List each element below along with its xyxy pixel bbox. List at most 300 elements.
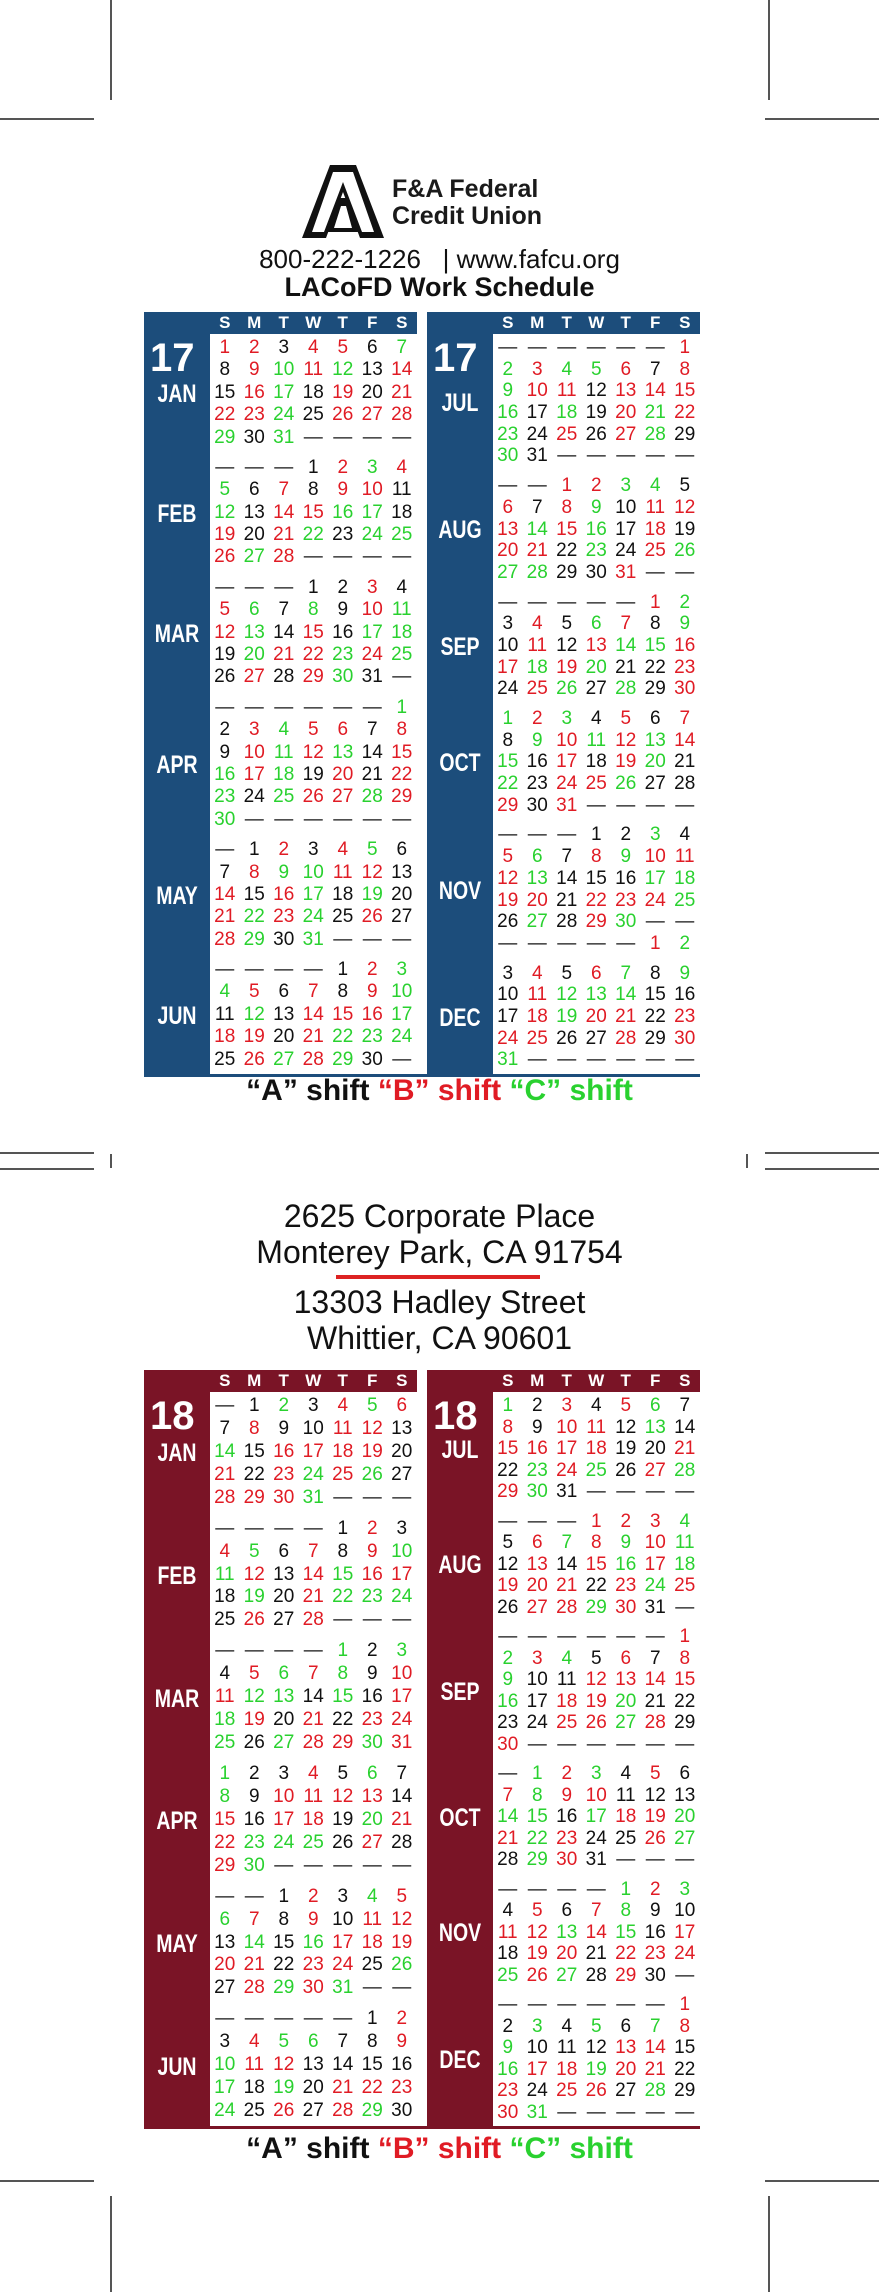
day-b-shift: 6 — [590, 962, 602, 984]
empty-day: — — [527, 475, 547, 497]
day-a-shift: 8 — [502, 729, 514, 751]
day-b-shift: 26 — [585, 2080, 607, 2101]
day-a-shift: 1 — [366, 2008, 378, 2030]
day-b-shift: 9 — [366, 1540, 378, 1562]
day-b-shift: 4 — [307, 337, 319, 358]
day-c-shift: 19 — [273, 2077, 295, 2099]
day-b-shift: 17 — [644, 1553, 666, 1575]
empty-day: — — [645, 794, 665, 816]
day-b-shift: 27 — [243, 666, 265, 688]
day-b-shift: 3 — [561, 1395, 573, 1416]
day-c-shift: 14 — [526, 518, 548, 540]
weekday-label: M — [247, 1371, 262, 1390]
day-b-shift: 8 — [590, 846, 602, 868]
legend-b-shift: “B” shift — [377, 2132, 502, 2165]
day-c-shift: 10 — [273, 359, 295, 381]
day-b-shift: 24 — [674, 1943, 696, 1964]
weekday-label: F — [650, 313, 661, 332]
day-b-shift: 21 — [644, 2058, 666, 2080]
day-c-shift: 27 — [497, 561, 519, 583]
day-b-shift: 18 — [556, 1690, 578, 1712]
day-c-shift: 9 — [590, 496, 602, 518]
empty-day: — — [274, 808, 294, 830]
day-b-shift: 2 — [337, 456, 349, 478]
day-c-shift: 18 — [674, 867, 696, 889]
weekday-label: F — [650, 1371, 661, 1390]
day-a-shift: 5 — [337, 1763, 349, 1784]
day-b-shift: 27 — [332, 786, 354, 808]
day-b-shift: 21 — [526, 540, 548, 562]
year-label: 18 — [433, 1394, 478, 1438]
day-c-shift: 12 — [243, 1003, 265, 1025]
day-b-shift: 17 — [243, 763, 265, 785]
day-b-shift: 5 — [337, 337, 349, 358]
day-a-shift: 10 — [497, 634, 519, 656]
day-a-shift: 20 — [391, 883, 413, 905]
month-label-dec: DEC — [439, 1003, 481, 1032]
day-c-shift: 2 — [679, 591, 691, 613]
day-b-shift: 11 — [244, 2054, 265, 2076]
week-row — [210, 1488, 417, 1508]
day-a-shift: 2 — [219, 719, 231, 741]
day-b-shift: 18 — [615, 1806, 637, 1827]
day-b-shift: 3 — [248, 719, 260, 741]
empty-day: — — [392, 1048, 412, 1070]
day-a-shift: 13 — [302, 2054, 324, 2076]
day-b-shift: 17 — [526, 2058, 548, 2080]
week-row — [493, 636, 700, 656]
week-row — [210, 458, 417, 478]
legend-c-shift: “C” shift — [509, 1074, 633, 1107]
day-c-shift: 18 — [674, 1553, 696, 1575]
day-a-shift: 13 — [391, 1417, 413, 1439]
day-b-shift: 8 — [590, 1532, 602, 1553]
week-row — [493, 679, 700, 699]
day-b-shift: 19 — [332, 381, 354, 403]
week-row — [210, 600, 417, 620]
day-b-shift: 14 — [214, 883, 236, 905]
week-row — [210, 1787, 417, 1807]
day-b-shift: 23 — [674, 656, 696, 678]
day-c-shift: 1 — [620, 1878, 632, 1900]
day-c-shift: 22 — [332, 1586, 354, 1608]
weekday-label: T — [620, 313, 631, 332]
day-b-shift: 19 — [361, 1440, 383, 1462]
day-c-shift: 30 — [243, 1854, 265, 1876]
empty-day: — — [645, 911, 665, 933]
empty-day: — — [244, 576, 264, 598]
day-b-shift: 30 — [674, 678, 696, 700]
day-b-shift: 2 — [649, 1878, 661, 1900]
day-b-shift: 24 — [556, 773, 578, 795]
day-a-shift: 1 — [590, 824, 602, 846]
week-row — [210, 2032, 417, 2052]
day-a-shift: 5 — [561, 962, 573, 984]
day-a-shift: 17 — [615, 518, 637, 540]
day-b-shift: 1 — [679, 1994, 691, 2015]
day-a-shift: 11 — [615, 1784, 636, 1806]
day-b-shift: 26 — [273, 2100, 295, 2122]
week-row — [493, 563, 700, 583]
day-b-shift: 29 — [332, 1732, 354, 1754]
day-c-shift: 25 — [214, 1732, 236, 1754]
day-b-shift: 21 — [302, 1709, 324, 1731]
day-a-shift: 5 — [502, 1532, 514, 1553]
day-a-shift: 15 — [361, 2054, 383, 2076]
day-a-shift: 27 — [391, 1463, 413, 1485]
empty-day: — — [616, 591, 636, 613]
empty-day: — — [303, 1640, 323, 1662]
day-b-shift: 1 — [649, 932, 661, 954]
month-label-jan: JAN — [157, 379, 197, 408]
week-row — [210, 338, 417, 358]
empty-day: — — [586, 445, 606, 467]
day-a-shift: 24 — [526, 2080, 548, 2101]
day-b-shift: 14 — [391, 359, 413, 381]
day-b-shift: 6 — [620, 1647, 632, 1669]
day-a-shift: 6 — [561, 1900, 573, 1921]
day-c-shift: 27 — [526, 911, 548, 933]
day-b-shift: 5 — [620, 1395, 632, 1416]
day-b-shift: 15 — [674, 1669, 696, 1690]
day-c-shift: 22 — [243, 906, 265, 928]
day-a-shift: 6 — [679, 1763, 691, 1784]
day-a-shift: 29 — [556, 561, 578, 583]
day-c-shift: 25 — [497, 1964, 519, 1986]
day-b-shift: 11 — [674, 846, 695, 868]
day-c-shift: 17 — [644, 867, 666, 889]
day-b-shift: 17 — [497, 656, 519, 678]
day-a-shift: 26 — [497, 911, 519, 933]
day-b-shift: 27 — [644, 1459, 666, 1481]
day-a-shift: 16 — [243, 1808, 265, 1830]
day-b-shift: 23 — [391, 2077, 413, 2099]
day-c-shift: 19 — [585, 2058, 607, 2080]
day-b-shift: 26 — [302, 786, 324, 808]
month-label-oct: OCT — [439, 1803, 481, 1832]
day-c-shift: 16 — [332, 501, 354, 523]
year-label: 17 — [150, 336, 195, 380]
day-b-shift: 20 — [615, 402, 637, 424]
day-c-shift: 1 — [219, 1763, 231, 1784]
day-c-shift: 6 — [219, 1908, 231, 1930]
day-a-shift: 30 — [243, 426, 265, 448]
day-a-shift: 12 — [556, 634, 578, 656]
day-a-shift: 30 — [361, 1048, 383, 1070]
day-c-shift: 17 — [361, 621, 383, 643]
day-b-shift: 29 — [243, 1486, 265, 1508]
day-c-shift: 31 — [497, 1049, 519, 1071]
day-a-shift: 2 — [366, 1640, 378, 1662]
day-c-shift: 29 — [243, 928, 265, 950]
month-label-feb: FEB — [157, 1562, 197, 1590]
week-row — [210, 1664, 417, 1684]
empty-day: — — [215, 839, 235, 861]
day-b-shift: 11 — [527, 984, 548, 1006]
day-b-shift: 2 — [531, 708, 543, 729]
week-row — [493, 1533, 700, 1553]
day-b-shift: 13 — [615, 380, 637, 402]
day-c-shift: 13 — [273, 1686, 295, 1708]
day-a-shift: 23 — [526, 773, 548, 795]
day-c-shift: 8 — [531, 1784, 543, 1806]
day-b-shift: 15 — [302, 501, 324, 523]
empty-day: — — [244, 456, 264, 478]
day-a-shift: 25 — [214, 1048, 236, 1070]
day-b-shift: 15 — [214, 1808, 236, 1830]
day-c-shift: 5 — [366, 1395, 378, 1416]
day-a-shift: 8 — [307, 479, 319, 501]
day-a-shift: 9 — [531, 1416, 543, 1438]
empty-day: — — [362, 928, 382, 950]
day-b-shift: 28 — [243, 1977, 265, 1999]
day-b-shift: 12 — [615, 729, 637, 751]
day-a-shift: 2 — [531, 1395, 543, 1416]
day-c-shift: 18 — [556, 402, 578, 424]
day-a-shift: 4 — [590, 708, 602, 729]
day-a-shift: 5 — [561, 613, 573, 635]
week-row — [210, 1465, 417, 1485]
day-c-shift: 15 — [332, 1563, 354, 1585]
empty-day: — — [675, 561, 695, 583]
week-row — [493, 774, 700, 794]
day-a-shift: 4 — [620, 1763, 632, 1784]
day-b-shift: 11 — [556, 380, 577, 402]
day-b-shift: 25 — [556, 1712, 578, 1733]
empty-day: — — [333, 928, 353, 950]
week-row — [493, 891, 700, 911]
day-c-shift: 14 — [497, 1806, 519, 1827]
weekday-label: W — [305, 1371, 322, 1390]
empty-day: — — [557, 1510, 577, 1532]
empty-day: — — [645, 1626, 665, 1647]
day-a-shift: 30 — [585, 561, 607, 583]
weekday-label: F — [367, 1371, 378, 1390]
calendar-grid — [493, 1392, 700, 2126]
day-a-shift: 31 — [585, 1849, 607, 1870]
day-c-shift: 4 — [649, 475, 661, 497]
day-a-shift: 11 — [391, 479, 412, 501]
day-b-shift: 13 — [615, 1669, 637, 1690]
crop-mark — [746, 1154, 748, 1168]
week-row — [493, 1555, 700, 1575]
crop-mark — [765, 1168, 879, 1170]
week-row — [493, 1923, 700, 1943]
week-row — [210, 2055, 417, 2075]
day-b-shift: 1 — [219, 337, 231, 358]
day-b-shift: 21 — [302, 1586, 324, 1608]
week-row — [210, 503, 417, 523]
day-c-shift: 9 — [502, 2037, 514, 2058]
day-b-shift: 29 — [214, 1854, 236, 1876]
day-a-shift: 8 — [649, 613, 661, 635]
day-c-shift: 18 — [214, 1709, 236, 1731]
day-c-shift: 12 — [556, 984, 578, 1006]
day-a-shift: 16 — [615, 867, 637, 889]
day-b-shift: 21 — [332, 2077, 354, 2099]
day-c-shift: 10 — [391, 981, 413, 1003]
day-a-shift: 28 — [585, 1964, 607, 1986]
day-b-shift: 31 — [391, 1732, 413, 1754]
day-b-shift: 22 — [361, 2077, 383, 2099]
day-c-shift: 3 — [590, 1763, 602, 1784]
day-a-shift: 22 — [243, 1463, 265, 1485]
day-c-shift: 15 — [497, 751, 519, 773]
day-a-shift: 28 — [674, 773, 696, 795]
day-c-shift: 27 — [615, 1712, 637, 1733]
empty-day: — — [215, 1395, 235, 1416]
day-a-shift: 16 — [644, 1921, 666, 1943]
day-b-shift: 7 — [307, 1540, 319, 1562]
day-c-shift: 14 — [615, 634, 637, 656]
address1-line1: 2625 Corporate Place — [283, 1198, 596, 1234]
day-b-shift: 31 — [556, 794, 578, 816]
day-a-shift: 9 — [278, 1417, 290, 1439]
day-b-shift: 1 — [649, 591, 661, 613]
empty-day: — — [527, 1049, 547, 1071]
day-b-shift: 29 — [497, 1481, 519, 1502]
day-b-shift: 2 — [590, 475, 602, 497]
day-c-shift: 3 — [620, 475, 632, 497]
contact-line: 800-222-1226 | www.fafcu.org — [259, 244, 620, 274]
day-b-shift: 21 — [391, 1808, 413, 1830]
day-c-shift: 7 — [561, 1532, 573, 1553]
empty-day: — — [557, 445, 577, 467]
day-b-shift: 28 — [644, 1712, 666, 1733]
day-c-shift: 12 — [332, 359, 354, 381]
empty-day: — — [303, 546, 323, 568]
day-a-shift: 19 — [214, 644, 236, 666]
day-c-shift: 31 — [302, 1486, 324, 1508]
empty-day: — — [586, 2101, 606, 2123]
day-b-shift: 13 — [585, 634, 607, 656]
week-row — [210, 1910, 417, 1930]
day-c-shift: 19 — [243, 1586, 265, 1608]
empty-day: — — [498, 1994, 518, 2015]
week-row — [493, 1649, 700, 1669]
day-b-shift: 8 — [502, 1416, 514, 1438]
week-row — [210, 698, 417, 718]
empty-day: — — [557, 337, 577, 358]
week-row — [210, 1542, 417, 1562]
empty-day: — — [616, 932, 636, 954]
day-a-shift: 15 — [644, 984, 666, 1006]
empty-day: — — [498, 475, 518, 497]
day-c-shift: 13 — [243, 621, 265, 643]
day-b-shift: 20 — [332, 763, 354, 785]
month-label-jan: JAN — [157, 1439, 197, 1468]
empty-day: — — [215, 1640, 235, 1662]
week-row — [210, 405, 417, 425]
day-a-shift: 30 — [273, 928, 295, 950]
week-row — [493, 498, 700, 518]
day-a-shift: 24 — [526, 1712, 548, 1733]
day-c-shift: 25 — [391, 524, 413, 546]
day-a-shift: 2 — [337, 576, 349, 598]
empty-day: — — [498, 1626, 518, 1647]
day-b-shift: 15 — [497, 1438, 519, 1459]
empty-day: — — [645, 2101, 665, 2123]
day-a-shift: 18 — [497, 1943, 519, 1964]
day-a-shift: 7 — [366, 719, 378, 741]
empty-day: — — [586, 1626, 606, 1647]
empty-day: — — [244, 2008, 264, 2030]
day-a-shift: 18 — [391, 501, 413, 523]
weekday-label: T — [337, 1371, 348, 1390]
week-row — [493, 1396, 700, 1416]
day-b-shift: 12 — [243, 1563, 265, 1585]
month-label-jul: JUL — [441, 389, 479, 418]
empty-day: — — [557, 1733, 577, 1755]
empty-day: — — [362, 1854, 382, 1876]
day-c-shift: 23 — [214, 786, 236, 808]
day-a-shift: 3 — [278, 1763, 290, 1784]
day-c-shift: 28 — [615, 678, 637, 700]
day-a-shift: 26 — [243, 1732, 265, 1754]
day-a-shift: 22 — [674, 2058, 696, 2080]
month-label-nov: NOV — [438, 876, 482, 905]
day-b-shift: 16 — [273, 883, 295, 905]
week-row — [493, 752, 700, 772]
day-b-shift: 6 — [531, 1532, 543, 1553]
day-c-shift: 10 — [391, 1540, 413, 1562]
week-row — [210, 1419, 417, 1439]
day-a-shift: 19 — [332, 1808, 354, 1830]
day-b-shift: 1 — [590, 1510, 602, 1532]
day-c-shift: 11 — [273, 741, 294, 763]
week-row — [493, 381, 700, 401]
day-a-shift: 12 — [585, 2037, 607, 2058]
day-a-shift: 29 — [674, 2080, 696, 2101]
day-a-shift: 22 — [644, 1005, 666, 1027]
day-a-shift: 21 — [556, 889, 578, 911]
week-row — [493, 476, 700, 496]
week-row — [210, 1442, 417, 1462]
day-a-shift: 25 — [361, 1954, 383, 1976]
day-a-shift: 27 — [585, 678, 607, 700]
day-c-shift: 8 — [219, 1785, 231, 1807]
day-a-shift: 19 — [585, 402, 607, 424]
day-a-shift: 11 — [556, 1669, 577, 1690]
week-row — [493, 1713, 700, 1733]
empty-day: — — [586, 932, 606, 954]
day-c-shift: 4 — [561, 358, 573, 380]
day-b-shift: 18 — [526, 1005, 548, 1027]
day-c-shift: 7 — [620, 962, 632, 984]
day-a-shift: 7 — [219, 1417, 231, 1439]
day-c-shift: 24 — [644, 1575, 666, 1596]
day-c-shift: 15 — [526, 1806, 548, 1827]
weekday-label: W — [588, 1371, 605, 1390]
day-b-shift: 7 — [307, 1663, 319, 1685]
empty-day: — — [333, 808, 353, 830]
day-a-shift: 13 — [361, 359, 383, 381]
weekday-label: F — [367, 313, 378, 332]
week-row — [493, 360, 700, 380]
day-c-shift: 5 — [590, 2015, 602, 2037]
day-a-shift: 20 — [302, 2077, 324, 2099]
day-a-shift: 14 — [556, 867, 578, 889]
day-a-shift: 27 — [615, 2080, 637, 2101]
day-c-shift: 20 — [674, 1806, 696, 1827]
week-row — [493, 1461, 700, 1481]
day-b-shift: 9 — [366, 981, 378, 1003]
day-b-shift: 17 — [391, 1563, 413, 1585]
day-b-shift: 25 — [556, 423, 578, 445]
day-a-shift: 3 — [307, 839, 319, 861]
empty-day: — — [392, 928, 412, 950]
calendar-half-jan-jun — [144, 1370, 417, 2126]
